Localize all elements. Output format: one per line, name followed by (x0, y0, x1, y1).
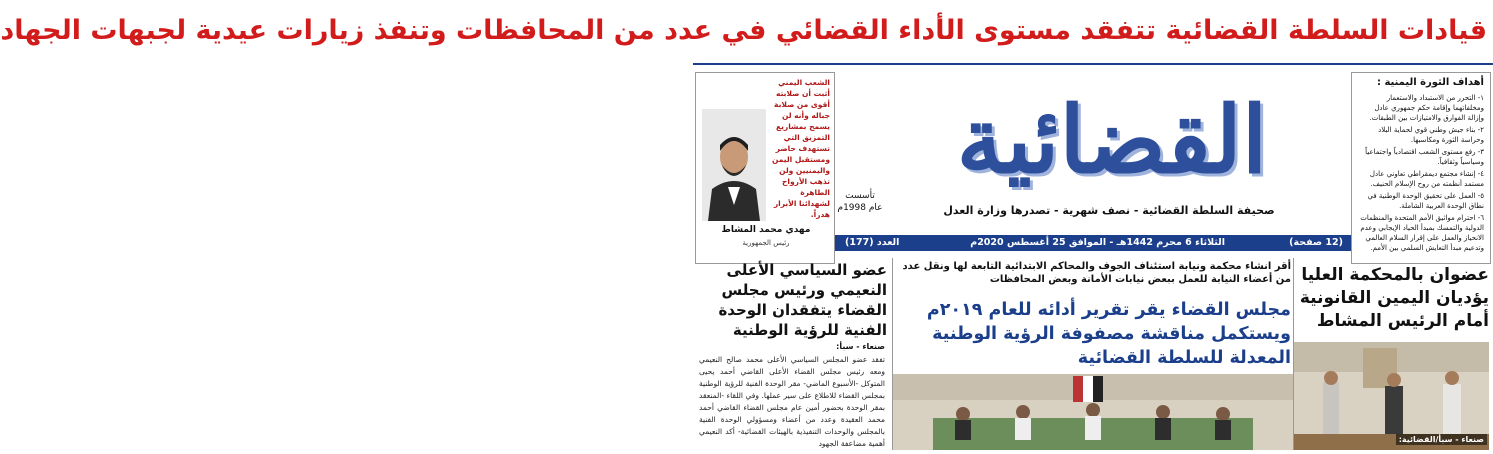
article-left[interactable] (693, 258, 891, 450)
article-right-headline[interactable]: عضوان بالمحكمة العليا يؤديان اليمين القانونية أمام الرئيس المشاط (1299, 265, 1489, 331)
quote-box (695, 72, 835, 264)
page-count: (12 صفحة) (1289, 237, 1343, 248)
photo-caption: صنعاء - سبأ/القضائية: (1396, 434, 1487, 445)
quote-author: مهدي محمد المشاط (721, 225, 811, 235)
article-middle-photo (893, 374, 1293, 450)
portrait-image (702, 109, 766, 221)
article-middle-headline[interactable]: مجلس القضاء يقر تقرير أدائه للعام ٢٠١٩م ويستكمل مناقشة مصفوفة الرؤية الوطنية المعدلة للسلطة القضائية (926, 300, 1291, 368)
article-middle-deck: أقر انشاء محكمة ونيابة استئناف الجوف والمحاكم الابتدائية التابعة لها ونقل عدد من أعضاء النيابة للعمل ببعض نيابات الأمانة وبعض المحافظات (902, 261, 1291, 285)
founded-note (833, 190, 887, 214)
goal-item: ٣- رفع مستوى الشعب اقتصادياً واجتماعياً وسياسياً وثقافياً. (1365, 148, 1484, 166)
article-left-headline[interactable]: عضو السياسي الأعلى النعيمي ورئيس مجلس القضاء يتفقدان الوحدة الفنية للرؤية الوطنية (718, 261, 887, 339)
goal-item: ٦- احترام مواثيق الأمم المتحدة والمنظمات الدولية والتمسك بمبدأ الحياد الإيجابي وعدم الانحياز والعمل على إقرار السلام العالمي وتدعيم مبدأ التعايش السلمي بين الأمم. (1360, 214, 1484, 252)
goal-item: ١- التحرر من الاستبداد والاستعمار ومخلفاتهما وإقامة حكم جمهوري عادل وإزالة الفوارق والامتيازات بين الطبقات. (1369, 94, 1484, 122)
goals-box (1351, 72, 1491, 264)
masthead (889, 80, 1329, 230)
column-divider (1293, 258, 1294, 450)
article-middle[interactable] (893, 258, 1293, 450)
quote-author-role: رئيس الجمهورية (742, 239, 790, 247)
tagline: صحيفة السلطة القضائية - نصف شهرية - تصدرها وزارة العدل (943, 204, 1275, 217)
article-right[interactable] (1293, 260, 1491, 450)
column-divider (892, 258, 893, 450)
goal-item: ٢- بناء جيش وطني قوي لحماية البلاد وحراسة الثورة ومكاسبها. (1378, 126, 1484, 144)
article-left-body: تفقد عضو المجلس السياسي الأعلى محمد صالح النعيمي ومعه رئيس مجلس القضاء الأعلى القاضي أحمد يحيى المتوكل -الأسبوع الماضي- مقر الوحدة الفنية للرؤية الوطنية بمجلس القضاء للاطلاع على سير عملها. وفي اللقاء -المنعقد بمقر الوحدة بحضور أمين عام مجلس القضاء القاضي أحمد محمد العقيدة وعدد من أعضاء ومسؤولي الوحدة الفنية بالمجلس والوحدات التنفيذية بالهيئات القضائية- أكد النعيمي أهمية مضاعفة الجهود (699, 355, 885, 448)
issue-date: الثلاثاء 6 محرم 1442هـ - الموافق 25 أغسطس 2020م (970, 237, 1225, 248)
goal-item: ٥- العمل على تحقيق الوحدة الوطنية في نطاق الوحدة العربية الشاملة. (1367, 192, 1484, 210)
meeting-image (893, 374, 1293, 450)
newspaper-logo[interactable]: القضائية (956, 86, 1268, 194)
divider (693, 63, 1493, 65)
issue-info-bar (835, 235, 1351, 251)
banner-headline[interactable]: قيادات السلطة القضائية تتفقد مستوى الأداء القضائي في عدد من المحافظات وتنفذ زيارات عيدية لجبهات الجهاد (0, 15, 1487, 46)
portrait-photo (702, 109, 766, 221)
article-left-byline: صنعاء - سبأ: (836, 342, 885, 351)
issue-number: العدد (177) (845, 237, 900, 248)
goals-title: أهداف الثورة اليمنية : (1376, 77, 1484, 88)
top-banner (0, 0, 1493, 62)
founded-year: عام 1998م (837, 203, 883, 213)
quote-text: الشعب اليمني أثبت أن صلابته أقوى من صلابة جباله وأنه لن يسمح بمشاريع التمزيق التي تستهدف حاضر ومستقبل اليمن واليمنيين ولن تذهب الأرواح الطاهرة لشهدائنا الأبرار هدراً. (772, 78, 830, 219)
goal-item: ٤- إنشاء مجتمع ديمقراطي تعاوني عادل مستمد أنظمته من روح الإسلام الحنيف. (1369, 170, 1484, 188)
goals-list (1358, 93, 1484, 255)
founded-label: تأسست (845, 191, 875, 201)
